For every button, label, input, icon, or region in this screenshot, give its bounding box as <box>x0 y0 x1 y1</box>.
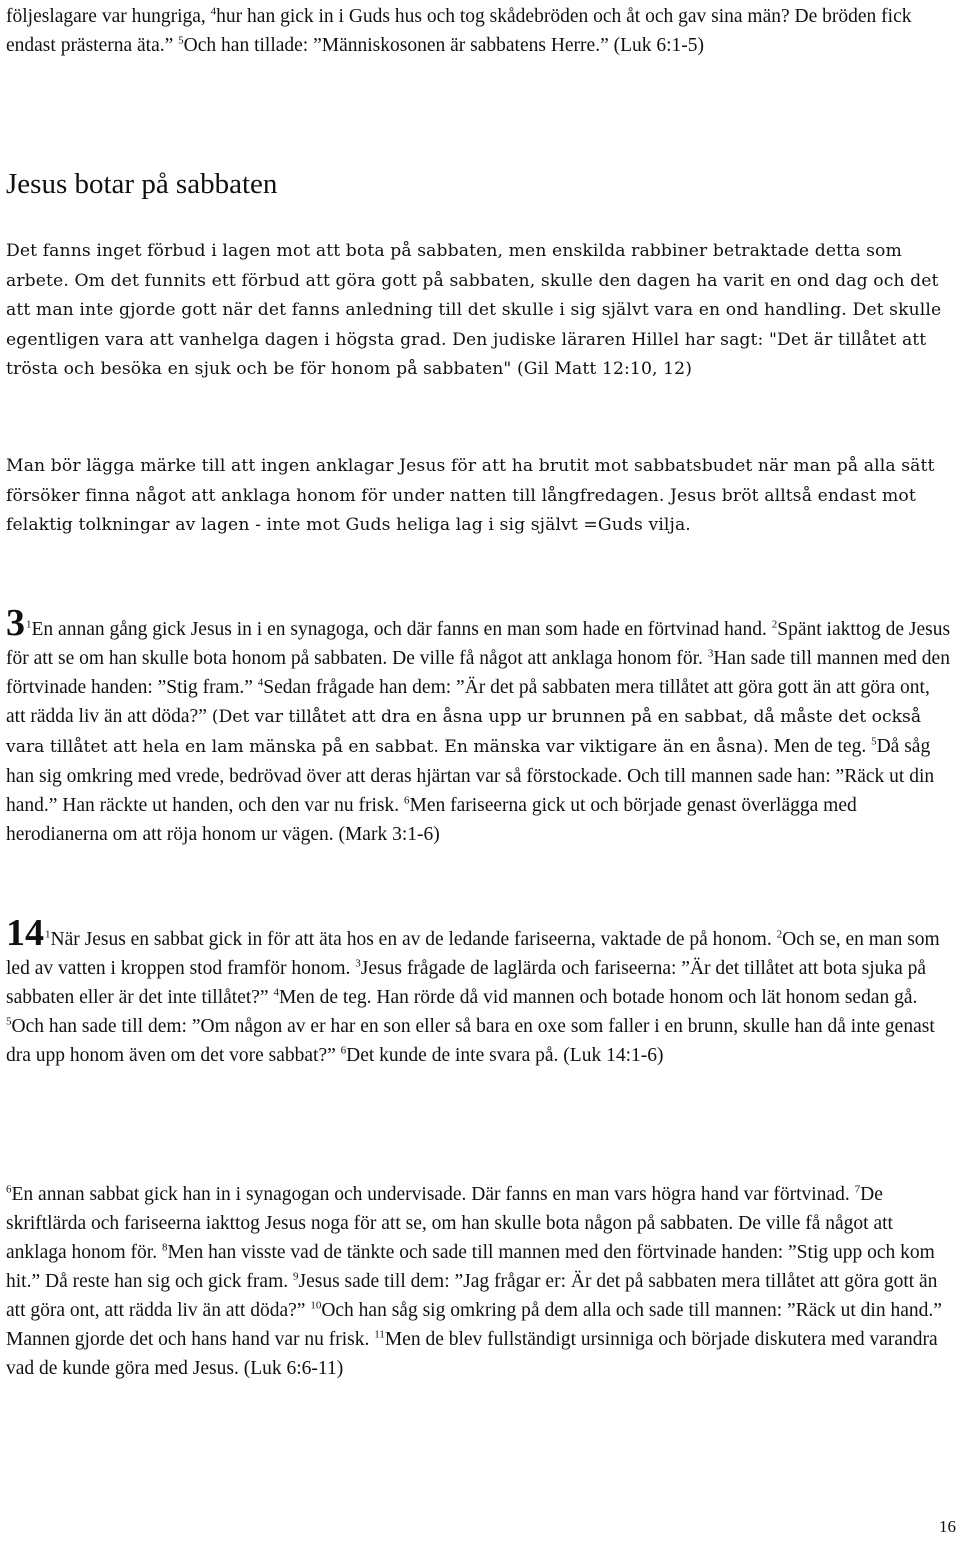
intro-paragraph <box>6 237 954 385</box>
verse-number: 3 <box>707 647 714 660</box>
luke14-passage <box>6 912 954 1070</box>
verse-text: En annan gång gick Jesus in i en synagoga, och där fanns en man som hade en förtvinad hand. <box>31 619 772 640</box>
verse-text: Sedan frågade han dem: ”Är det på sabbaten mera tillåtet att göra gott än att göra ont, att rädda liv än att döda?” <box>6 677 930 727</box>
verse-text: Då såg han sig omkring med vrede, bedrövad över att deras hjärtan var så förstockade. Och till mannen sade han: ”Räck ut din hand.” Han räckte ut handen, och den var nu frisk. <box>6 736 935 816</box>
verse-text: Och han såg sig omkring på dem alla och sade till mannen: ”Räck ut din hand.” Mannen gjorde det och hans hand var nu frisk. <box>6 1300 942 1350</box>
note-paragraph <box>6 452 954 541</box>
verse-number: 4 <box>210 5 217 18</box>
verse-text: Det kunde de inte svara på. (Luk 14:1-6) <box>346 1045 664 1066</box>
verse-number: 5 <box>178 34 184 47</box>
verse-text: De skriftlärda och fariseerna iakttog Jesus noga för att se, om han skulle bota någon på sabbaten. De ville få något att anklaga honom för. <box>6 1184 893 1263</box>
verse-number: 1 <box>26 618 32 631</box>
verse-text: Jesus frågade de laglärda och fariseerna: ”Är det tillåtet att bota sjuka på sabbaten eller är det inte tillåtet?” <box>6 958 927 1008</box>
verse-text: Men de teg. Han rörde då vid mannen och botade honom och lät honom sedan gå. <box>278 987 918 1008</box>
verse-number: 7 <box>854 1183 861 1196</box>
verse-text: Och se, en man som led av vatten i kroppen stod framför honom. <box>6 929 940 979</box>
verse-text: Och han tillade: ”Människosonen är sabbatens Herre.” (Luk 6:1-5) <box>183 35 705 56</box>
section-heading-block <box>6 166 954 202</box>
verse-number: 2 <box>776 928 783 941</box>
chapter-number: 14 <box>6 912 44 954</box>
luke6-fragment-paragraph <box>6 2 954 60</box>
commentary-text: (Det var tillåtet att dra en åsna upp ur brunnen på en sabbat, då måste det också vara tillåtet att hela en lam mänska på en sabbat. En mänska var viktigare än en åsna). <box>6 707 922 757</box>
verse-number: 9 <box>293 1270 299 1283</box>
verse-number: 1 <box>45 928 51 941</box>
note-text: Man bör lägga märke till att ingen anklagar Jesus för att ha brutit mot sabbatsbudet när man på alla sätt försöker finna något att anklaga honom för under natten till långfredagen. Jesus bröt alltså endast mot felaktig tolkningar av lagen - inte mot Guds heliga lag i sig självt =Guds vilja. <box>6 456 935 535</box>
verse-text: följeslagare var hungriga, <box>6 6 211 27</box>
verse-text: hur han gick in i Guds hus och tog skådebröden och åt och gav sina män? De bröden fick endast prästerna äta.” <box>6 6 912 56</box>
verse-number: 6 <box>6 1183 12 1196</box>
chapter-number: 3 <box>6 602 25 644</box>
verse-number: 6 <box>340 1044 347 1057</box>
verse-number: 6 <box>403 794 410 807</box>
section-heading: Jesus botar på sabbaten <box>6 168 278 200</box>
verse-number: 8 <box>161 1241 168 1254</box>
luke6-passage <box>6 1180 954 1383</box>
verse-text: Men fariseerna gick ut och började genast överlägga med herodianerna om att röja honom ur vägen. (Mark 3:1-6) <box>6 795 857 845</box>
verse-number: 4 <box>273 986 279 999</box>
page-number: 16 <box>939 1517 956 1536</box>
verse-text: Men de blev fullständigt ursinniga och började diskutera med varandra vad de kunde göra med Jesus. (Luk 6:6-11) <box>6 1329 938 1379</box>
verse-text: När Jesus en sabbat gick in för att äta hos en av de ledande fariseerna, vaktade de på honom. <box>50 929 777 950</box>
verse-number: 5 <box>6 1015 12 1028</box>
verse-number: 10 <box>310 1299 322 1312</box>
verse-text: Men de teg. <box>768 736 872 757</box>
verse-number: 3 <box>355 957 361 970</box>
verse-number: 5 <box>871 735 877 748</box>
mark3-passage <box>6 602 954 849</box>
verse-text: Han sade till mannen med den förtvinade handen: ”Stig fram.” <box>6 648 950 698</box>
verse-text: Spänt iakttog de Jesus för att se om han skulle bota honom på sabbaten. De ville få något att anklaga honom för. <box>6 619 951 669</box>
verse-text: Men han visste vad de tänkte och sade till mannen med den förtvinade handen: ”Stig upp och kom hit.” Då reste han sig och gick fram. <box>6 1242 935 1292</box>
verse-number: 11 <box>374 1328 385 1341</box>
verse-text: En annan sabbat gick han in i synagogan och undervisade. Där fanns en man vars högra hand var förtvinad. <box>11 1184 855 1205</box>
verse-number: 2 <box>771 618 778 631</box>
verse-text: Jesus sade till dem: ”Jag frågar er: Är det på sabbaten mera tillåtet att göra gott än att göra ont, att rädda liv än att döda?” <box>6 1271 938 1321</box>
verse-text: Och han sade till dem: ”Om någon av er har en son eller så bara en oxe som faller i en brunn, skulle han då inte genast dra upp honom även om det vore sabbat?” <box>6 1016 935 1066</box>
verse-number: 4 <box>257 676 264 689</box>
intro-text: Det fanns inget förbud i lagen mot att bota på sabbaten, men enskilda rabbiner betraktade detta som arbete. Om det funnits ett förbud att göra gott på sabbaten, skulle den dagen ha varit en ond dag och det att man inte gjorde gott när det fanns anledning till det skulle i sig självt vara en ond handling. Det skulle egentligen vara att vanhelga dagen i högsta grad. Den judiske läraren Hillel har sagt: "Det är tillåtet att trösta och besöka en sjuk och be för honom på sabbaten" (Gil Matt 12:10, 12) <box>6 241 942 379</box>
